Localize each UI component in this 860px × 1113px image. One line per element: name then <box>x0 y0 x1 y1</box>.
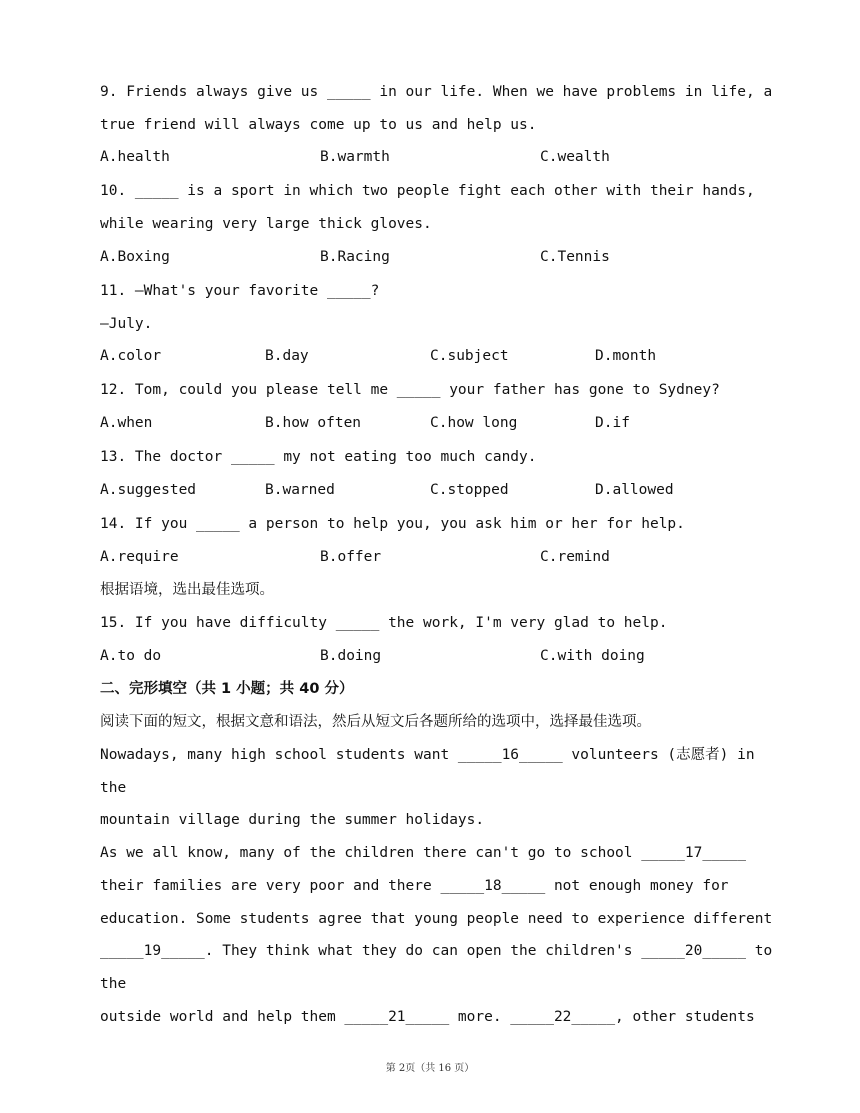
passage-line: Nowadays, many high school students want _____16_____ volunteers (志愿者) in <box>100 747 755 763</box>
question-9-option-c[interactable]: C.wealth <box>540 149 610 165</box>
section-2-heading: 二、完形填空（共 1 小题；共 40 分） <box>100 681 354 697</box>
question-12-option-d[interactable]: D.if <box>595 415 630 431</box>
question-12-line-1: 12. Tom, could you please tell me _____ your father has gone to Sydney? <box>100 382 720 398</box>
question-14-option-a[interactable]: A.require <box>100 549 179 565</box>
passage-line: the <box>100 780 127 796</box>
question-15-option-b[interactable]: B.doing <box>320 648 382 664</box>
page-footer: 第 2页（共 16 页） <box>385 1063 475 1074</box>
question-13-line-1: 13. The doctor _____ my not eating too much candy. <box>100 449 537 465</box>
question-12-option-b[interactable]: B.how often <box>265 415 362 431</box>
passage-line: _____19_____. They think what they do can open the children's _____20_____ to <box>100 943 773 959</box>
question-13-option-c[interactable]: C.stopped <box>430 482 509 498</box>
question-14-line-1: 14. If you _____ a person to help you, you ask him or her for help. <box>100 516 685 532</box>
question-11-option-a[interactable]: A.color <box>100 348 162 364</box>
passage-line: As we all know, many of the children there can't go to school _____17_____ <box>100 845 747 861</box>
question-12-option-a[interactable]: A.when <box>100 415 153 431</box>
question-10-line-2: while wearing very large thick gloves. <box>100 216 432 232</box>
context-instruction: 根据语境，选出最佳选项。 <box>100 582 274 598</box>
question-10-option-c[interactable]: C.Tennis <box>540 249 610 265</box>
question-11-option-c[interactable]: C.subject <box>430 348 509 364</box>
question-9-option-b[interactable]: B.warmth <box>320 149 390 165</box>
question-9-line-1: 9. Friends always give us _____ in our life. When we have problems in life, a <box>100 84 773 100</box>
question-14-option-b[interactable]: B.offer <box>320 549 382 565</box>
question-13-option-d[interactable]: D.allowed <box>595 482 674 498</box>
question-15-option-c[interactable]: C.with doing <box>540 648 645 664</box>
question-11-line-2: —July. <box>100 316 153 332</box>
passage-line: education. Some students agree that young people need to experience different <box>100 911 773 927</box>
question-10-option-b[interactable]: B.Racing <box>320 249 390 265</box>
question-11-option-b[interactable]: B.day <box>265 348 309 364</box>
question-10-line-1: 10. _____ is a sport in which two people fight each other with their hands, <box>100 183 755 199</box>
passage-line: mountain village during the summer holidays. <box>100 812 485 828</box>
section-2-instruction: 阅读下面的短文，根据文意和语法，然后从短文后各题所给的选项中，选择最佳选项。 <box>100 714 651 730</box>
question-14-option-c[interactable]: C.remind <box>540 549 610 565</box>
question-11-line-1: 11. —What's your favorite _____? <box>100 283 380 299</box>
question-9-line-2: true friend will always come up to us and help us. <box>100 117 537 133</box>
question-15-option-a[interactable]: A.to do <box>100 648 162 664</box>
passage-line: their families are very poor and there _____18_____ not enough money for <box>100 878 729 894</box>
question-12-option-c[interactable]: C.how long <box>430 415 518 431</box>
passage-line: outside world and help them _____21_____ more. _____22_____, other students <box>100 1009 755 1025</box>
question-15-line-1: 15. If you have difficulty _____ the work, I'm very glad to help. <box>100 615 668 631</box>
question-11-option-d[interactable]: D.month <box>595 348 657 364</box>
question-13-option-a[interactable]: A.suggested <box>100 482 197 498</box>
passage-line: the <box>100 976 127 992</box>
question-10-option-a[interactable]: A.Boxing <box>100 249 170 265</box>
question-13-option-b[interactable]: B.warned <box>265 482 335 498</box>
question-9-option-a[interactable]: A.health <box>100 149 170 165</box>
